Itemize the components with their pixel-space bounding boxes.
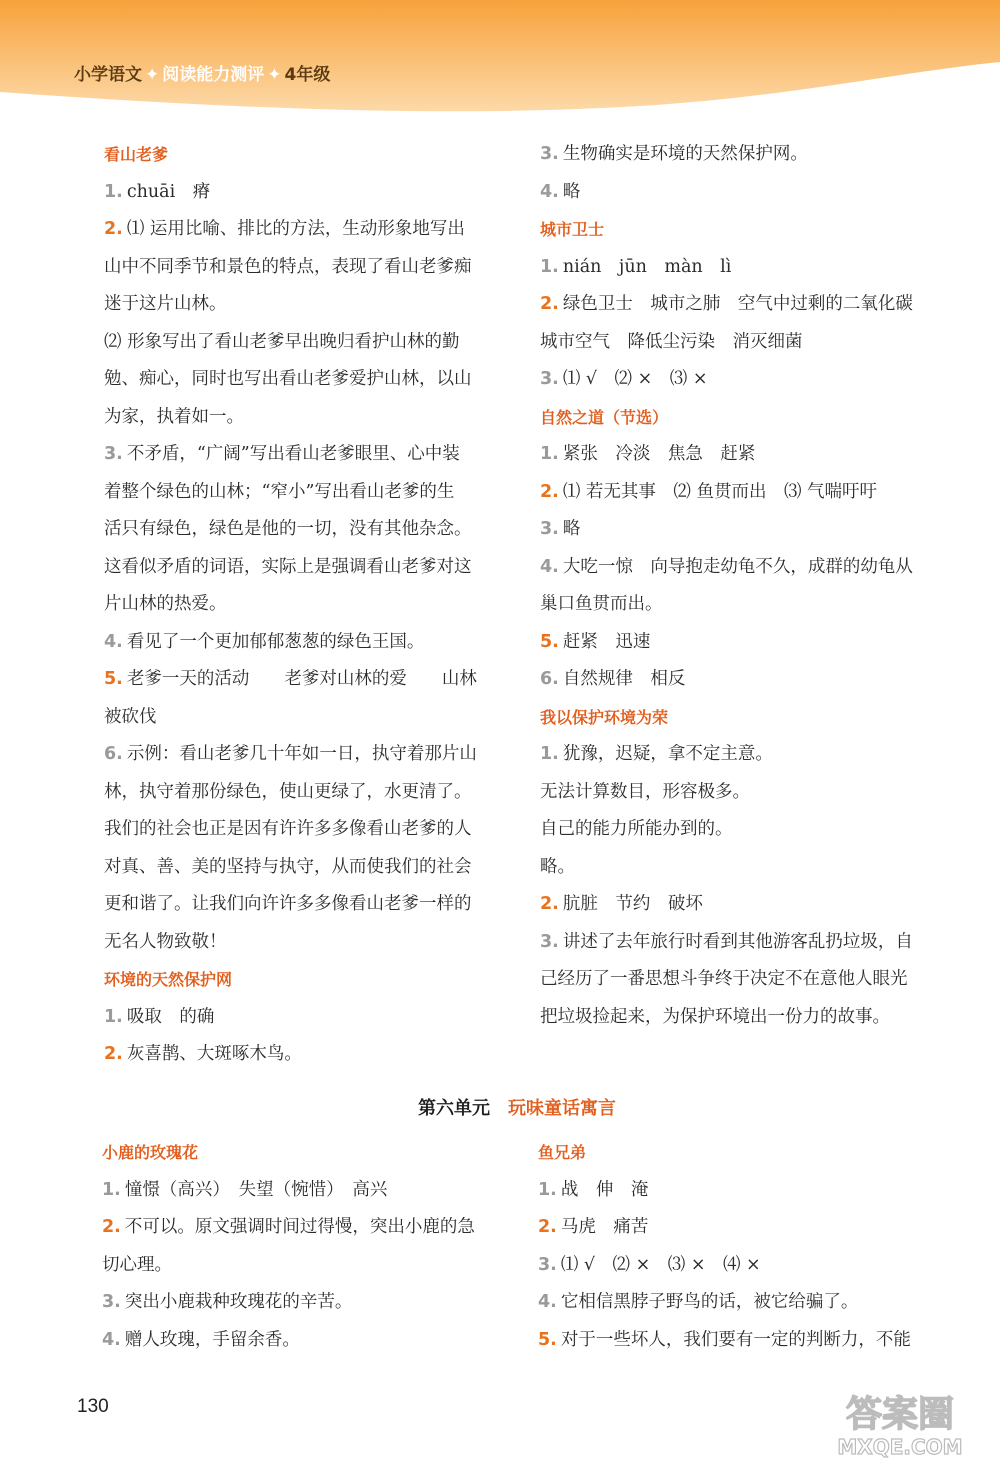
answer-continuation [104, 699, 504, 737]
answer-text: 把垃圾捡起来，为保护环境出一份力的故事。 [540, 1006, 890, 1027]
answer-text: 被砍伐 [104, 706, 157, 727]
section-title: 看山老爹 [104, 145, 169, 164]
answer-line [540, 661, 940, 699]
answer-text: 马虎 痛苦 [560, 1217, 649, 1237]
answer-text: 着整个绿色的山林；“窄小”写出看山老爹的生 [104, 481, 455, 502]
answer-text: ⑴ 若无其事 ⑵ 鱼贯而出 ⑶ 气喘吁吁 [562, 481, 878, 502]
section-title: 鱼兄弟 [538, 1143, 587, 1162]
unit-name: 玩味童话寓言 [508, 1098, 616, 1119]
answer-text: 战 伸 淹 [560, 1179, 649, 1200]
answer-text: 活只有绿色，绿色是他的一切，没有其他杂念。 [104, 519, 472, 539]
answer-continuation [540, 586, 940, 624]
question-number: 4. [540, 181, 559, 202]
section-title: 环境的天然保护网 [104, 970, 233, 989]
answer-continuation [104, 399, 504, 437]
answer-continuation [540, 774, 940, 812]
answer-continuation [540, 961, 940, 999]
question-number: 3. [540, 144, 559, 164]
answer-line [104, 661, 504, 699]
answer-text: 对真、善、美的坚持与执守，从而使我们的社会 [104, 856, 472, 877]
answer-text: chuāi 瘠 [126, 181, 211, 202]
answer-text: ⑴ 运用比喻、排比的方法，生动形象地写出 [126, 219, 465, 239]
section-title: 我以保护环境为荣 [540, 707, 669, 727]
answer-text: 略 [562, 181, 581, 202]
answer-text: 迷于这片山林。 [104, 294, 227, 314]
answer-continuation [104, 511, 504, 549]
answer-line [540, 174, 940, 212]
answer-text: 犹豫，迟疑，拿不定主意。 [562, 744, 773, 764]
answer-continuation [104, 361, 504, 399]
answer-text: 更和谐了。让我们向许许多多像看山老爹一样的 [104, 894, 472, 914]
answer-line [540, 286, 940, 324]
question-number: 5. [540, 631, 559, 652]
answer-line [538, 1284, 938, 1322]
answer-continuation [104, 924, 504, 962]
question-number: 1. [540, 744, 559, 764]
answer-continuation [540, 999, 940, 1037]
question-number: 3. [104, 444, 123, 464]
answer-text: 不矛盾，“广阔”写出看山老爹眼里、心中装 [126, 444, 460, 464]
answer-continuation [104, 774, 504, 812]
question-number: 4. [104, 631, 123, 652]
answer-text: 大吃一惊 向导抱走幼龟不久，成群的幼龟从 [562, 556, 913, 577]
answer-text: 吸取 的确 [126, 1006, 215, 1027]
answer-line [102, 1322, 502, 1360]
answer-line [540, 511, 940, 549]
answer-text: 绿色卫士 城市之肺 空气中过剩的二氧化碳 [562, 294, 913, 314]
watermark-text: 答案圈 [845, 1394, 955, 1435]
answer-line [540, 549, 940, 587]
answer-text: 勉、痴心，同时也写出看山老爹爱护山林，以山 [104, 369, 472, 389]
answer-text: nián jūn màn lì [562, 256, 732, 277]
answer-continuation [104, 249, 504, 287]
unit-number: 第六单元 [418, 1098, 490, 1119]
question-number: 4. [538, 1292, 557, 1312]
answer-line [540, 886, 940, 924]
section-title: 小鹿的玫瑰花 [102, 1143, 199, 1162]
answer-continuation [540, 849, 940, 887]
header-separator: ✦ [145, 65, 160, 85]
answer-line [540, 474, 940, 512]
answer-text: 灰喜鹊、大斑啄木鸟。 [126, 1044, 302, 1064]
question-number: 3. [540, 369, 559, 389]
answer-text: 巢口鱼贯而出。 [540, 594, 663, 614]
answers-column-top-left [104, 136, 504, 1074]
answer-line [102, 1172, 502, 1210]
answer-text: 老爹一天的活动 老爹对山林的爱 山林 [126, 669, 477, 689]
question-number: 5. [538, 1329, 557, 1350]
answer-text: 紧张 冷淡 焦急 赶紧 [562, 444, 756, 464]
answer-text: 赠人玫瑰，手留余香。 [124, 1329, 300, 1350]
answer-line [104, 174, 504, 212]
question-number: 6. [104, 744, 123, 764]
answer-line [102, 1284, 502, 1322]
answer-continuation [540, 324, 940, 362]
page-number: 130 [77, 1396, 109, 1417]
question-number: 4. [540, 556, 559, 577]
question-number: 3. [540, 519, 559, 539]
question-number: 1. [104, 181, 123, 202]
answer-text: 自己的能力所能办到的。 [540, 819, 733, 839]
answer-text: 为家，执着如一。 [104, 406, 244, 427]
question-number: 2. [540, 294, 559, 314]
answer-text: 憧憬（高兴） 失望（惋惜） 高兴 [124, 1179, 388, 1200]
answer-text: 切心理。 [102, 1254, 172, 1275]
question-number: 3. [102, 1292, 121, 1312]
answer-line [538, 1247, 938, 1285]
answer-line [538, 1172, 938, 1210]
answer-line [102, 1209, 502, 1247]
answer-text: 林，执守着那份绿色，使山更绿了，水更清了。 [104, 781, 472, 802]
answer-continuation [104, 324, 504, 362]
answer-continuation [104, 886, 504, 924]
answer-line [104, 211, 504, 249]
answer-continuation [104, 286, 504, 324]
question-number: 1. [540, 444, 559, 464]
answer-line [538, 1209, 938, 1247]
watermark-logo [804, 1386, 996, 1460]
answer-text: 略。 [540, 856, 575, 877]
answer-text: 肮脏 节约 破坏 [562, 894, 703, 914]
question-number: 1. [104, 1006, 123, 1027]
question-number: 3. [538, 1254, 557, 1275]
answer-text: 无名人物致敬！ [104, 931, 227, 952]
answer-line [104, 436, 504, 474]
answer-text: 山中不同季节和景色的特点，表现了看山老爹痴 [104, 256, 472, 277]
header-title [74, 60, 330, 85]
question-number: 2. [540, 894, 559, 914]
question-number: 1. [102, 1179, 121, 1200]
answer-line [104, 1036, 504, 1074]
header-separator: ✦ [267, 65, 282, 85]
answer-continuation [104, 549, 504, 587]
question-number: 5. [104, 669, 123, 689]
answer-text: 看见了一个更加郁郁葱葱的绿色王国。 [126, 631, 425, 652]
answer-continuation [104, 586, 504, 624]
answers-column-top-right [540, 136, 940, 1036]
answer-text: 片山林的热爱。 [104, 594, 227, 614]
answer-text: 城市空气 降低尘污染 消灭细菌 [540, 331, 803, 352]
question-number: 2. [104, 1044, 123, 1064]
answer-text: ⑴ √ ⑵ × ⑶ × [562, 369, 708, 389]
header-series: 阅读能力测评 [162, 65, 265, 85]
answer-text: 无法计算数目，形容极多。 [540, 781, 750, 802]
answer-line [540, 624, 940, 662]
answer-line [104, 999, 504, 1037]
answer-line [104, 624, 504, 662]
answer-continuation [104, 474, 504, 512]
question-number: 2. [538, 1217, 557, 1237]
question-number: 2. [102, 1217, 121, 1237]
question-number: 2. [104, 219, 123, 239]
unit-title [0, 1094, 1000, 1120]
answer-continuation [540, 811, 940, 849]
section-title: 自然之道（节选） [540, 407, 669, 427]
answer-line [540, 249, 940, 287]
question-number: 1. [540, 256, 559, 277]
answer-text: 己经历了一番思想斗争终于决定不在意他人眼光 [540, 969, 908, 989]
answer-text: 略 [562, 519, 581, 539]
answer-text: 它相信黑脖子野鸟的话，被它给骗了。 [560, 1292, 859, 1312]
answers-column-bottom-right [538, 1134, 938, 1359]
answer-line [104, 736, 504, 774]
answer-line [540, 361, 940, 399]
answer-continuation [104, 811, 504, 849]
answer-text: 赶紧 迅速 [562, 631, 651, 652]
answer-continuation [104, 849, 504, 887]
answer-line [540, 736, 940, 774]
answer-line [540, 136, 940, 174]
answer-text: ⑴ √ ⑵ × ⑶ × ⑷ × [560, 1254, 761, 1275]
answer-text: 生物确实是环境的天然保护网。 [562, 144, 808, 164]
answer-text: 这看似矛盾的词语，实际上是强调看山老爹对这 [104, 556, 472, 577]
answer-continuation [102, 1247, 502, 1285]
question-number: 4. [102, 1329, 121, 1350]
answer-text: 突出小鹿栽种玫瑰花的辛苦。 [124, 1292, 353, 1312]
header-subject: 小学语文 [74, 65, 142, 85]
answer-text: 自然规律 相反 [562, 669, 686, 689]
answer-line [540, 924, 940, 962]
answer-text: 对于一些坏人，我们要有一定的判断力，不能 [560, 1329, 911, 1350]
header-grade: 4年级 [284, 65, 331, 85]
answer-text: 讲述了去年旅行时看到其他游客乱扔垃圾，自 [562, 931, 913, 952]
answer-text: 示例：看山老爹几十年如一日，执守着那片山 [126, 744, 477, 764]
section-title: 城市卫士 [540, 220, 605, 239]
watermark-url: MXQE.COM [837, 1435, 963, 1459]
question-number: 2. [540, 481, 559, 502]
question-number: 6. [540, 669, 559, 689]
answer-text: 不可以。原文强调时间过得慢，突出小鹿的急 [124, 1217, 475, 1237]
question-number: 3. [540, 931, 559, 952]
question-number: 1. [538, 1179, 557, 1200]
answers-column-bottom-left [102, 1134, 502, 1359]
answer-line [540, 436, 940, 474]
answer-text: ⑵ 形象写出了看山老爹早出晚归看护山林的勤 [104, 331, 460, 352]
answer-text: 我们的社会也正是因有许许多多像看山老爹的人 [104, 819, 472, 839]
answer-line [538, 1322, 938, 1360]
